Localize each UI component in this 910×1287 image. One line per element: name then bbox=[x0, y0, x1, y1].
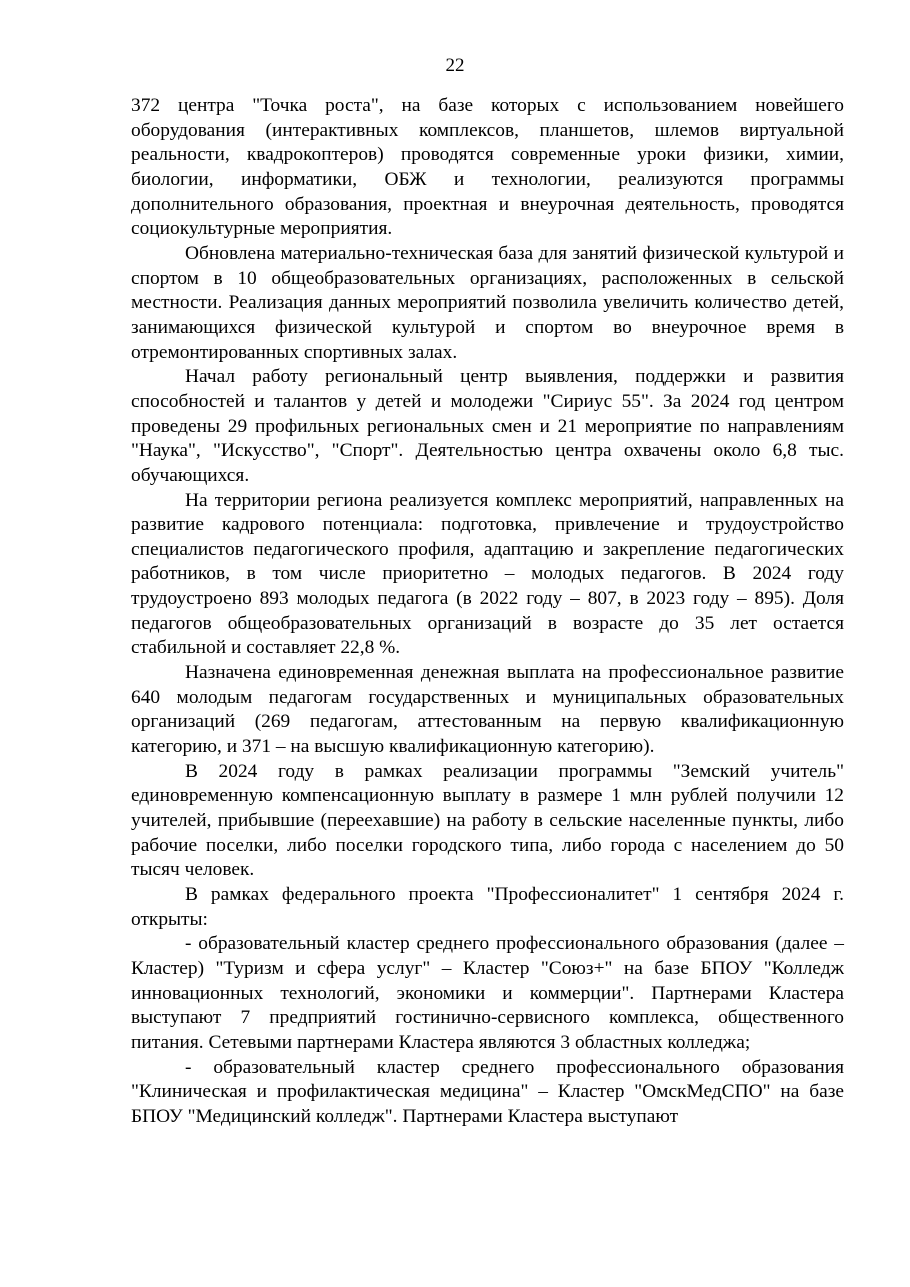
paragraph-payment: Назначена единовременная денежная выплата на профессиональное развитие 640 молодым педагогам государственных и муниципальных образовательных организаций (269 педагогам, аттестованным на первую квалификационную категорию, и 371 – на высшую квалификационную категорию). bbox=[131, 662, 844, 758]
paragraph-professionalitet: В рамках федерального проекта "Профессионалитет" 1 сентября 2024 г. открыты: bbox=[131, 884, 844, 930]
paragraph-staffing: На территории региона реализуется комплекс мероприятий, направленных на развитие кадрового потенциала: подготовка, привлечение и трудоустройство специалистов педагогического профиля, адаптацию и закрепление педагогических работников, в том числе приоритетно – молодых педагогов. В 2024 году трудоустроено 893 молодых педагога (в 2022 году – 807, в 2023 году – 895). Доля педагогов общеобразовательных организаций в возрасте до 35 лет остается стабильной и составляет 22,8 %. bbox=[131, 489, 844, 659]
paragraph-sirius-55: Начал работу региональный центр выявления, поддержки и развития способностей и талантов у детей и молодежи "Сириус 55". За 2024 год центром проведены 29 профильных региональных смен и 21 мероприятие по направлениям "Наука", "Искусство", "Спорт". Деятельностью центра охвачены около 6,8 тыс. обучающихся. bbox=[131, 366, 844, 486]
body-text bbox=[131, 94, 844, 1130]
list-item-cluster-soyuz: - образовательный кластер среднего профессионального образования (далее – Кластер) "Туризм и сфера услуг" – Кластер "Союз+" на базе БПОУ "Колледж инновационных технологий, экономики и коммерции". Партнерами Кластера выступают 7 предприятий гостинично-сервисного комплекса, общественного питания. Сетевыми партнерами Кластера являются 3 областных колледжа; bbox=[131, 933, 844, 1053]
paragraph-sport-base: Обновлена материально-техническая база для занятий физической культурой и спортом в 10 общеобразовательных организациях, расположенных в сельской местности. Реализация данных мероприятий позволила увеличить количество детей, занимающихся физической культурой и спортом во внеурочное время в отремонтированных спортивных залах. bbox=[131, 242, 844, 363]
list-item-cluster-omskmedspo: - образовательный кластер среднего профессионального образования "Клиническая и профилактическая медицина" – Кластер "ОмскМедСПО" на базе БПОУ "Медицинский колледж". Партнерами Кластера выступают bbox=[131, 1056, 844, 1127]
page-number: 22 bbox=[445, 55, 465, 76]
paragraph-tochka-rosta: 372 центра "Точка роста", на базе которых с использованием новейшего оборудования (интерактивных комплексов, планшетов, шлемов виртуальной реальности, квадрокоптеров) проводятся современные уроки физики, химии, биологии, информатики, ОБЖ и технологии, реализуются программы дополнительного образования, проектная и внеурочная деятельность, проводятся социокультурные мероприятия. bbox=[131, 95, 844, 240]
paragraph-zemsky-uchitel: В 2024 году в рамках реализации программы "Земский учитель" единовременную компенсационную выплату в размере 1 млн рублей получили 12 учителей, прибывшие (переехавшие) на работу в сельские населенные пункты, либо рабочие поселки, либо поселки городского типа, либо города с населением до 50 тысяч человек. bbox=[131, 760, 844, 881]
